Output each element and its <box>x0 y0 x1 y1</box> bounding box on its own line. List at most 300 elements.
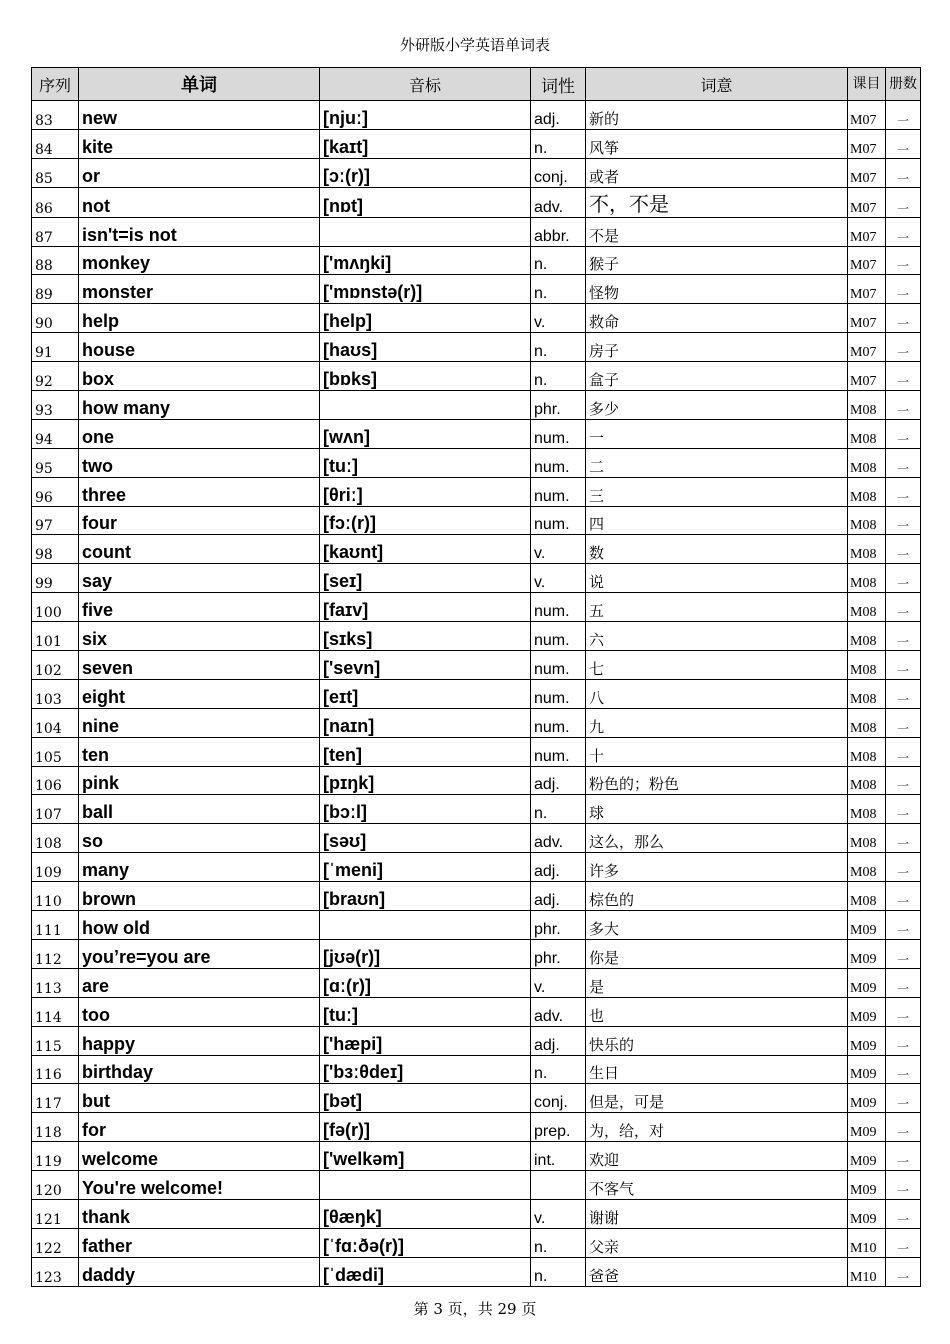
row-phonetic: [faɪv] <box>320 593 531 622</box>
row-phonetic: [səʊ] <box>320 824 531 853</box>
row-volume: 一 <box>886 564 921 593</box>
table-row <box>32 853 921 882</box>
row-module: M08 <box>848 824 886 853</box>
row-module: M08 <box>848 679 886 708</box>
row-meaning: 一 <box>586 419 848 448</box>
table-row <box>32 708 921 737</box>
row-volume: 一 <box>886 391 921 420</box>
row-phonetic: ['mʌŋki] <box>320 246 531 275</box>
row-word: isn't=is not <box>79 217 320 246</box>
row-phonetic: [ˈdædi] <box>320 1257 531 1286</box>
table-row <box>32 795 921 824</box>
row-volume: 一 <box>886 506 921 535</box>
row-word: six <box>79 622 320 651</box>
table-row <box>32 477 921 506</box>
row-phonetic: [naɪn] <box>320 708 531 737</box>
row-index: 102 <box>32 651 79 680</box>
row-volume: 一 <box>886 968 921 997</box>
row-word: You're welcome! <box>79 1171 320 1200</box>
table-row <box>32 101 921 130</box>
row-index: 114 <box>32 997 79 1026</box>
row-word: father <box>79 1228 320 1257</box>
row-word: five <box>79 593 320 622</box>
row-word: monkey <box>79 246 320 275</box>
row-phonetic: [bɔːl] <box>320 795 531 824</box>
row-word: four <box>79 506 320 535</box>
row-volume: 一 <box>886 1228 921 1257</box>
row-volume: 一 <box>886 593 921 622</box>
table-row <box>32 535 921 564</box>
row-part-of-speech: adj. <box>531 1026 586 1055</box>
row-part-of-speech: phr. <box>531 911 586 940</box>
row-volume: 一 <box>886 737 921 766</box>
row-phonetic: [help] <box>320 304 531 333</box>
row-volume: 一 <box>886 448 921 477</box>
row-module: M09 <box>848 1026 886 1055</box>
row-part-of-speech: n. <box>531 333 586 362</box>
row-module: M07 <box>848 246 886 275</box>
row-word: how many <box>79 391 320 420</box>
row-part-of-speech: num. <box>531 622 586 651</box>
row-word: say <box>79 564 320 593</box>
row-volume: 一 <box>886 1171 921 1200</box>
row-word: or <box>79 158 320 187</box>
row-word: one <box>79 419 320 448</box>
row-phonetic: [bət] <box>320 1084 531 1113</box>
row-index: 94 <box>32 419 79 448</box>
row-phonetic: ['sevn] <box>320 651 531 680</box>
row-part-of-speech: adv. <box>531 824 586 853</box>
row-meaning: 球 <box>586 795 848 824</box>
row-index: 91 <box>32 333 79 362</box>
row-phonetic: [sɪks] <box>320 622 531 651</box>
table-row <box>32 1257 921 1286</box>
table-row <box>32 1228 921 1257</box>
row-word: for <box>79 1113 320 1142</box>
row-index: 84 <box>32 129 79 158</box>
header-word: 单词 <box>79 68 320 101</box>
row-index: 107 <box>32 795 79 824</box>
row-word: eight <box>79 679 320 708</box>
row-module: M08 <box>848 766 886 795</box>
row-phonetic: [ten] <box>320 737 531 766</box>
row-word: many <box>79 853 320 882</box>
header-meaning: 词意 <box>586 68 848 101</box>
header-phonetic: 音标 <box>320 68 531 101</box>
row-part-of-speech: int. <box>531 1142 586 1171</box>
row-phonetic: [fɔː(r)] <box>320 506 531 535</box>
row-index: 92 <box>32 362 79 391</box>
row-word: not <box>79 187 320 217</box>
row-phonetic: [jʊə(r)] <box>320 939 531 968</box>
row-meaning: 爸爸 <box>586 1257 848 1286</box>
row-index: 104 <box>32 708 79 737</box>
row-part-of-speech: abbr. <box>531 217 586 246</box>
row-meaning: 这么，那么 <box>586 824 848 853</box>
row-word: daddy <box>79 1257 320 1286</box>
row-part-of-speech: adj. <box>531 766 586 795</box>
row-volume: 一 <box>886 795 921 824</box>
row-index: 101 <box>32 622 79 651</box>
row-index: 111 <box>32 911 79 940</box>
row-volume: 一 <box>886 1142 921 1171</box>
row-meaning: 十 <box>586 737 848 766</box>
row-part-of-speech: adj. <box>531 853 586 882</box>
table-row <box>32 362 921 391</box>
row-word: pink <box>79 766 320 795</box>
row-module: M08 <box>848 506 886 535</box>
table-row <box>32 564 921 593</box>
row-word: happy <box>79 1026 320 1055</box>
row-word: brown <box>79 882 320 911</box>
row-word: house <box>79 333 320 362</box>
row-word: count <box>79 535 320 564</box>
row-index: 97 <box>32 506 79 535</box>
row-volume: 一 <box>886 622 921 651</box>
row-meaning: 二 <box>586 448 848 477</box>
row-part-of-speech: adv. <box>531 187 586 217</box>
table-row <box>32 1055 921 1084</box>
row-volume: 一 <box>886 911 921 940</box>
row-module: M10 <box>848 1257 886 1286</box>
row-volume: 一 <box>886 853 921 882</box>
row-index: 96 <box>32 477 79 506</box>
row-phonetic <box>320 391 531 420</box>
table-row <box>32 1084 921 1113</box>
row-phonetic: [seɪ] <box>320 564 531 593</box>
row-phonetic: [braʊn] <box>320 882 531 911</box>
row-volume: 一 <box>886 101 921 130</box>
row-index: 109 <box>32 853 79 882</box>
row-part-of-speech: adj. <box>531 101 586 130</box>
table-row <box>32 882 921 911</box>
row-meaning: 欢迎 <box>586 1142 848 1171</box>
row-meaning: 数 <box>586 535 848 564</box>
row-meaning: 为，给，对 <box>586 1113 848 1142</box>
row-part-of-speech: num. <box>531 679 586 708</box>
row-volume: 一 <box>886 333 921 362</box>
row-index: 121 <box>32 1199 79 1228</box>
row-part-of-speech: num. <box>531 593 586 622</box>
row-part-of-speech: v. <box>531 968 586 997</box>
row-index: 112 <box>32 939 79 968</box>
row-part-of-speech: conj. <box>531 1084 586 1113</box>
row-meaning: 不是 <box>586 217 848 246</box>
row-part-of-speech: v. <box>531 304 586 333</box>
row-word: three <box>79 477 320 506</box>
row-part-of-speech: n. <box>531 275 586 304</box>
row-index: 90 <box>32 304 79 333</box>
row-word: are <box>79 968 320 997</box>
row-meaning: 多大 <box>586 911 848 940</box>
table-row <box>32 1142 921 1171</box>
row-phonetic: [ɔː(r)] <box>320 158 531 187</box>
row-index: 110 <box>32 882 79 911</box>
row-phonetic: [θæŋk] <box>320 1199 531 1228</box>
row-module: M09 <box>848 1171 886 1200</box>
row-word: nine <box>79 708 320 737</box>
row-phonetic: [ˈmeni] <box>320 853 531 882</box>
row-module: M09 <box>848 911 886 940</box>
row-module: M07 <box>848 158 886 187</box>
row-volume: 一 <box>886 997 921 1026</box>
row-module: M08 <box>848 708 886 737</box>
row-volume: 一 <box>886 535 921 564</box>
row-meaning: 五 <box>586 593 848 622</box>
row-part-of-speech: conj. <box>531 158 586 187</box>
row-index: 93 <box>32 391 79 420</box>
row-module: M07 <box>848 275 886 304</box>
row-module: M08 <box>848 882 886 911</box>
table-row <box>32 766 921 795</box>
table-row <box>32 1171 921 1200</box>
row-volume: 一 <box>886 362 921 391</box>
row-meaning: 怪物 <box>586 275 848 304</box>
row-volume: 一 <box>886 939 921 968</box>
row-volume: 一 <box>886 477 921 506</box>
row-module: M08 <box>848 419 886 448</box>
row-meaning: 新的 <box>586 101 848 130</box>
row-word: box <box>79 362 320 391</box>
row-phonetic: [ˈfɑːðə(r)] <box>320 1228 531 1257</box>
row-part-of-speech: num. <box>531 419 586 448</box>
row-volume: 一 <box>886 708 921 737</box>
row-part-of-speech: num. <box>531 448 586 477</box>
row-index: 105 <box>32 737 79 766</box>
row-volume: 一 <box>886 304 921 333</box>
row-part-of-speech: num. <box>531 737 586 766</box>
row-word: kite <box>79 129 320 158</box>
table-row <box>32 448 921 477</box>
row-word: new <box>79 101 320 130</box>
row-module: M08 <box>848 564 886 593</box>
row-meaning: 你是 <box>586 939 848 968</box>
row-module: M09 <box>848 1084 886 1113</box>
row-word: seven <box>79 651 320 680</box>
row-index: 106 <box>32 766 79 795</box>
row-index: 123 <box>32 1257 79 1286</box>
row-word: two <box>79 448 320 477</box>
row-volume: 一 <box>886 766 921 795</box>
row-part-of-speech: num. <box>531 651 586 680</box>
row-meaning: 也 <box>586 997 848 1026</box>
row-phonetic: [wʌn] <box>320 419 531 448</box>
row-volume: 一 <box>886 217 921 246</box>
row-part-of-speech: n. <box>531 1055 586 1084</box>
row-meaning: 说 <box>586 564 848 593</box>
header-index: 序列 <box>32 68 79 101</box>
row-module: M09 <box>848 968 886 997</box>
table-row <box>32 593 921 622</box>
row-meaning: 许多 <box>586 853 848 882</box>
row-part-of-speech: num. <box>531 477 586 506</box>
row-index: 122 <box>32 1228 79 1257</box>
row-meaning: 多少 <box>586 391 848 420</box>
row-meaning: 猴子 <box>586 246 848 275</box>
table-row <box>32 1199 921 1228</box>
row-meaning: 粉色的；粉色 <box>586 766 848 795</box>
table-row <box>32 1026 921 1055</box>
row-module: M07 <box>848 362 886 391</box>
row-part-of-speech: adj. <box>531 882 586 911</box>
row-phonetic: ['hæpi] <box>320 1026 531 1055</box>
header-part-of-speech: 词性 <box>531 68 586 101</box>
row-index: 99 <box>32 564 79 593</box>
row-meaning: 八 <box>586 679 848 708</box>
row-phonetic: [fə(r)] <box>320 1113 531 1142</box>
row-phonetic <box>320 1171 531 1200</box>
row-index: 88 <box>32 246 79 275</box>
row-volume: 一 <box>886 246 921 275</box>
table-row <box>32 737 921 766</box>
row-meaning: 四 <box>586 506 848 535</box>
row-part-of-speech: n. <box>531 795 586 824</box>
row-module: M09 <box>848 997 886 1026</box>
row-phonetic <box>320 911 531 940</box>
row-module: M07 <box>848 101 886 130</box>
table-body <box>32 101 921 1287</box>
row-module: M07 <box>848 217 886 246</box>
row-module: M08 <box>848 622 886 651</box>
row-volume: 一 <box>886 1055 921 1084</box>
row-module: M08 <box>848 391 886 420</box>
table-row <box>32 419 921 448</box>
row-module: M08 <box>848 593 886 622</box>
table-row <box>32 304 921 333</box>
row-word: so <box>79 824 320 853</box>
row-volume: 一 <box>886 1257 921 1286</box>
table-row <box>32 187 921 217</box>
row-module: M08 <box>848 651 886 680</box>
table-row <box>32 679 921 708</box>
row-part-of-speech: prep. <box>531 1113 586 1142</box>
row-volume: 一 <box>886 275 921 304</box>
table-row <box>32 506 921 535</box>
row-part-of-speech: v. <box>531 564 586 593</box>
vocabulary-table <box>31 67 921 1287</box>
row-word: thank <box>79 1199 320 1228</box>
page-title: 外研版小学英语单词表 <box>399 36 550 54</box>
row-index: 95 <box>32 448 79 477</box>
row-index: 117 <box>32 1084 79 1113</box>
table-row <box>32 911 921 940</box>
row-module: M08 <box>848 477 886 506</box>
table-row <box>32 275 921 304</box>
row-word: too <box>79 997 320 1026</box>
page-footer: 第 3 页，共 29 页 <box>413 1300 537 1318</box>
row-part-of-speech: n. <box>531 1257 586 1286</box>
row-part-of-speech <box>531 1171 586 1200</box>
row-index: 87 <box>32 217 79 246</box>
row-volume: 一 <box>886 679 921 708</box>
row-meaning: 是 <box>586 968 848 997</box>
row-phonetic: ['mɒnstə(r)] <box>320 275 531 304</box>
row-part-of-speech: n. <box>531 362 586 391</box>
row-meaning: 生日 <box>586 1055 848 1084</box>
row-index: 86 <box>32 187 79 217</box>
row-module: M07 <box>848 333 886 362</box>
header-module: 课目 <box>848 68 886 101</box>
row-meaning: 盒子 <box>586 362 848 391</box>
row-index: 120 <box>32 1171 79 1200</box>
row-meaning: 谢谢 <box>586 1199 848 1228</box>
table-header-row <box>32 68 921 101</box>
row-phonetic: [tuː] <box>320 997 531 1026</box>
row-meaning: 六 <box>586 622 848 651</box>
row-module: M08 <box>848 535 886 564</box>
row-word: birthday <box>79 1055 320 1084</box>
row-word: welcome <box>79 1142 320 1171</box>
row-meaning: 不，不是 <box>586 187 848 217</box>
row-module: M09 <box>848 1113 886 1142</box>
row-word: ball <box>79 795 320 824</box>
row-volume: 一 <box>886 882 921 911</box>
row-phonetic: [eɪt] <box>320 679 531 708</box>
row-meaning: 快乐的 <box>586 1026 848 1055</box>
row-volume: 一 <box>886 1026 921 1055</box>
row-phonetic: [kaɪt] <box>320 129 531 158</box>
row-word: monster <box>79 275 320 304</box>
row-volume: 一 <box>886 129 921 158</box>
row-module: M08 <box>848 795 886 824</box>
table-row <box>32 391 921 420</box>
row-module: M08 <box>848 853 886 882</box>
row-word: you’re=you are <box>79 939 320 968</box>
row-phonetic <box>320 217 531 246</box>
row-part-of-speech: n. <box>531 129 586 158</box>
table-row <box>32 939 921 968</box>
row-module: M07 <box>848 187 886 217</box>
row-volume: 一 <box>886 824 921 853</box>
row-meaning: 九 <box>586 708 848 737</box>
row-module: M08 <box>848 737 886 766</box>
row-phonetic: [θriː] <box>320 477 531 506</box>
table-row <box>32 1113 921 1142</box>
row-index: 118 <box>32 1113 79 1142</box>
row-meaning: 房子 <box>586 333 848 362</box>
row-part-of-speech: adv. <box>531 997 586 1026</box>
row-word: help <box>79 304 320 333</box>
row-module: M09 <box>848 1199 886 1228</box>
row-phonetic: [tuː] <box>320 448 531 477</box>
table-row <box>32 968 921 997</box>
row-part-of-speech: phr. <box>531 939 586 968</box>
row-module: M07 <box>848 129 886 158</box>
table-row <box>32 217 921 246</box>
table-row <box>32 129 921 158</box>
row-part-of-speech: n. <box>531 1228 586 1257</box>
row-phonetic: [njuː] <box>320 101 531 130</box>
row-volume: 一 <box>886 651 921 680</box>
row-module: M09 <box>848 1055 886 1084</box>
row-phonetic: ['welkəm] <box>320 1142 531 1171</box>
row-part-of-speech: v. <box>531 535 586 564</box>
table-row <box>32 651 921 680</box>
row-meaning: 棕色的 <box>586 882 848 911</box>
table-row <box>32 333 921 362</box>
row-module: M09 <box>848 939 886 968</box>
row-index: 119 <box>32 1142 79 1171</box>
row-part-of-speech: num. <box>531 506 586 535</box>
row-word: but <box>79 1084 320 1113</box>
row-meaning: 但是，可是 <box>586 1084 848 1113</box>
header-volume: 册数 <box>886 68 921 101</box>
row-phonetic: [haʊs] <box>320 333 531 362</box>
row-volume: 一 <box>886 1113 921 1142</box>
row-phonetic: [bɒks] <box>320 362 531 391</box>
row-word: ten <box>79 737 320 766</box>
row-index: 85 <box>32 158 79 187</box>
